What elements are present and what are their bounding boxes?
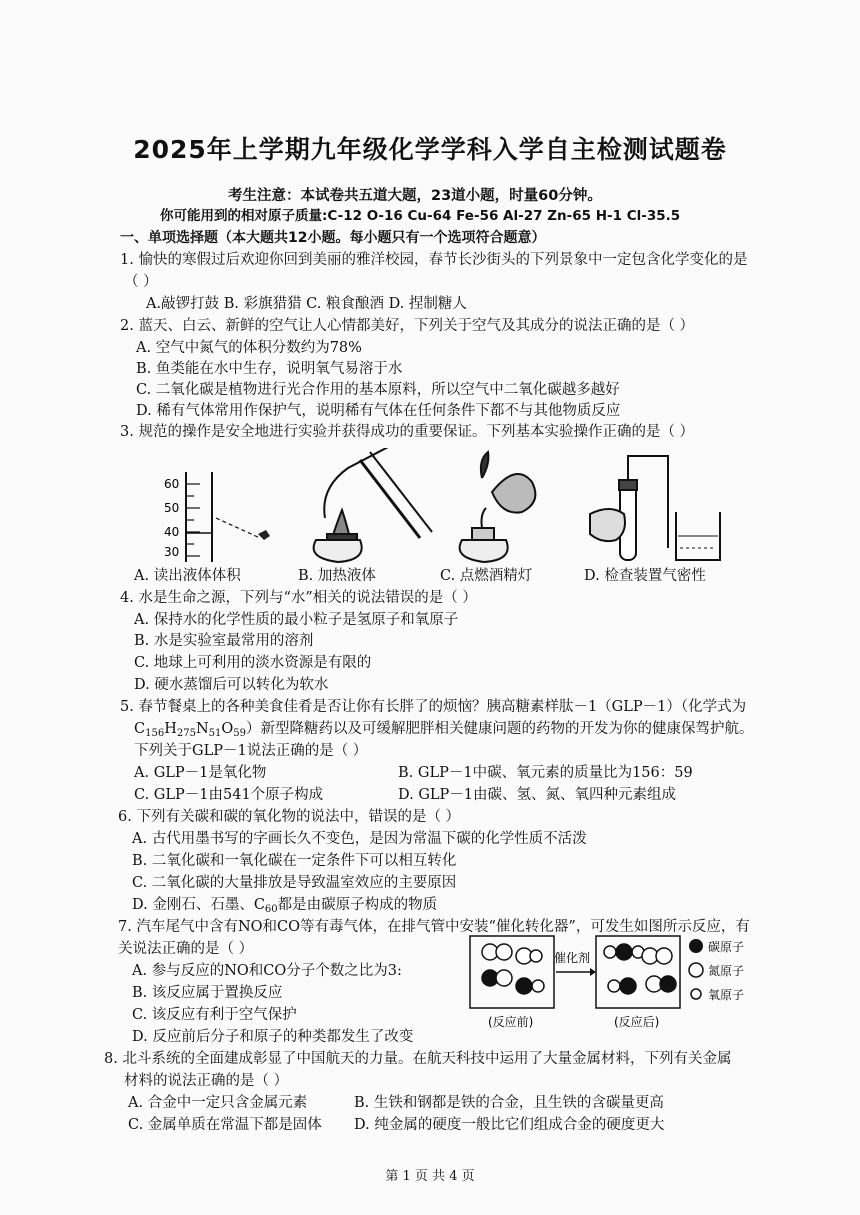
q4-option-c: C. 地球上可利用的淡水资源是有限的 xyxy=(134,655,372,671)
after-label: (反应后) xyxy=(614,1015,660,1029)
formula-o: O xyxy=(221,721,234,737)
q3-stem: 3. 规范的操作是安全地进行实验并获得成功的重要保证。下列基本实验操作正确的是（ ） xyxy=(120,424,695,440)
q6-option-a: A. 古代用墨书写的字画长久不变色，是因为常温下碳的化学性质不活泼 xyxy=(132,831,587,847)
q3-option-c: C. 点燃酒精灯 xyxy=(440,568,533,584)
cylinder-tick-40: 40 xyxy=(164,525,180,539)
q6-option-c: C. 二氧化碳的大量排放是导致温室效应的主要原因 xyxy=(132,875,457,891)
cylinder-tick-60: 60 xyxy=(164,477,180,491)
legend-nitrogen: 氮原子 xyxy=(708,964,745,978)
q8-option-b: B. 生铁和钢都是铁的合金，且生铁的含碳量更高 xyxy=(354,1095,664,1111)
q4-option-d: D. 硬水蒸馏后可以转化为软水 xyxy=(134,677,329,693)
q1-paren: （ ） xyxy=(124,274,158,290)
q2-option-c: C. 二氧化碳是植物进行光合作用的基本原料，所以空气中二氧化碳越多越好 xyxy=(136,382,620,398)
graduated-cylinder-icon xyxy=(186,472,270,562)
q5-option-a: A. GLP－1是氧化物 xyxy=(134,765,267,781)
formula-o-count: 59 xyxy=(233,728,246,739)
q5-option-c: C. GLP－1由541个原子构成 xyxy=(134,787,324,803)
atomic-mass-line: 你可能用到的相对原子质量:C-12 O-16 Cu-64 Fe-56 Al-27 Zn-65 H-1 Cl-35.5 xyxy=(160,208,681,224)
q7-stem-2: 关说法正确的是（ ） xyxy=(118,941,254,957)
q6-d-sub: 60 xyxy=(264,904,278,915)
q5-stem-3: 下列关于GLP－1说法正确的是（ ） xyxy=(134,743,368,759)
catalyst-label: 催化剂 xyxy=(554,951,591,965)
formula-c: C xyxy=(134,721,146,737)
q4-option-b: B. 水是实验室最常用的溶剂 xyxy=(134,633,314,649)
q3-apparatus-figure xyxy=(120,448,740,566)
page-footer: 第 1 页 共 4 页 xyxy=(385,1169,475,1184)
nitrogen-atom-legend-icon xyxy=(689,963,703,977)
q5-option-d: D. GLP－1由碳、氢、氮、氧四种元素组成 xyxy=(398,787,677,803)
legend-carbon: 碳原子 xyxy=(708,940,745,954)
q4-stem: 4. 水是生命之源，下列与“水”相关的说法错误的是（ ） xyxy=(120,590,477,606)
exam-notice: 考生注意：本试卷共五道大题，23道小题，时量60分钟。 xyxy=(228,188,602,204)
q6-stem: 6. 下列有关碳和碳的氧化物的说法中，错误的是（ ） xyxy=(118,809,461,825)
formula-h-count: 275 xyxy=(176,728,196,739)
q5-option-b: B. GLP－1中碳、氧元素的质量比为156：59 xyxy=(398,765,693,781)
q7-option-b: B. 该反应属于置换反应 xyxy=(132,985,283,1001)
q7-reaction-diagram xyxy=(466,934,766,1034)
q8-option-a: A. 合金中一定只含金属元素 xyxy=(128,1095,308,1111)
heating-test-tube-icon xyxy=(314,448,432,562)
q2-option-a: A. 空气中氮气的体积分数约为78% xyxy=(136,340,362,356)
q4-option-a: A. 保持水的化学性质的最小粒子是氢原子和氧原子 xyxy=(134,612,459,628)
q6-d-pre: D. 金刚石、石墨、C xyxy=(132,897,265,913)
q1-options: A.敲锣打鼓 B. 彩旗猎猎 C. 粮食酿酒 D. 捏制糖人 xyxy=(146,296,467,312)
carbon-atom-legend-icon xyxy=(689,939,703,953)
q1-stem: 1. 愉快的寒假过后欢迎你回到美丽的雅洋校园，春节长沙街头的下列景象中一定包含化学变化的是 xyxy=(120,252,748,268)
before-label: (反应前) xyxy=(488,1015,534,1029)
q7-option-a: A. 参与反应的NO和CO分子个数之比为3: xyxy=(132,963,402,979)
formula-h: H xyxy=(164,721,177,737)
oxygen-atom-legend-icon xyxy=(691,989,701,999)
cylinder-tick-50: 50 xyxy=(164,501,180,515)
exam-title: 2025年上学期九年级化学学科入学自主检测试题卷 xyxy=(133,135,727,164)
section-heading: 一、单项选择题（本大题共12小题。每小题只有一个选项符合题意） xyxy=(120,230,546,246)
q8-option-d: D. 纯金属的硬度一般比它们组成合金的硬度更大 xyxy=(354,1117,665,1133)
cylinder-tick-30: 30 xyxy=(164,545,180,559)
legend-oxygen: 氧原子 xyxy=(708,988,745,1002)
before-box xyxy=(470,936,554,1008)
formula-n: N xyxy=(195,721,209,737)
q3-option-d: D. 检查装置气密性 xyxy=(584,568,706,584)
formula-n-count: 51 xyxy=(208,728,222,739)
q2-option-d: D. 稀有气体常用作保护气，说明稀有气体在任何条件下都不与其他物质反应 xyxy=(136,403,621,419)
q6-option-b: B. 二氧化碳和一氧化碳在一定条件下可以相互转化 xyxy=(132,853,457,869)
q3-option-a: A. 读出液体体积 xyxy=(134,568,241,584)
before-molecules xyxy=(482,944,544,994)
q6-d-post: 都是由碳原子构成的物质 xyxy=(277,897,438,913)
after-molecules xyxy=(604,944,676,994)
q3-option-b: B. 加热液体 xyxy=(298,568,376,584)
airtightness-check-icon xyxy=(590,456,720,560)
q8-option-c: C. 金属单质在常温下都是固体 xyxy=(128,1117,322,1133)
q8-stem-2: 材料的说法正确的是（ ） xyxy=(124,1073,289,1089)
q7-option-c: C. 该反应有利于空气保护 xyxy=(132,1007,297,1023)
q5-stem: 5. 春节餐桌上的各种美食佳肴是否让你有长胖了的烦恼？胰高糖素样肽－1（GLP－1）（化学式为 xyxy=(120,699,747,715)
alcohol-lamp-icon xyxy=(460,452,536,562)
q2-stem: 2. 蓝天、白云、新鲜的空气让人心情都美好，下列关于空气及其成分的说法正确的是（ ） xyxy=(120,318,695,334)
q7-option-d: D. 反应前后分子和原子的种类都发生了改变 xyxy=(132,1029,414,1045)
q7-stem: 7. 汽车尾气中含有NO和CO等有毒气体，在排气管中安装“催化转化器”，可发生如图所示反应，有 xyxy=(118,919,750,935)
q5-stem-2: ）新型降糖药以及可缓解肥胖相关健康问题的药物的开发为你的健康保驾护航。 xyxy=(246,721,754,737)
q2-option-b: B. 鱼类能在水中生存，说明氧气易溶于水 xyxy=(136,361,403,377)
q8-stem: 8. 北斗系统的全面建成彰显了中国航天的力量。在航天科技中运用了大量金属材料，下列有关金属 xyxy=(104,1051,732,1067)
formula-c-count: 156 xyxy=(145,728,165,739)
